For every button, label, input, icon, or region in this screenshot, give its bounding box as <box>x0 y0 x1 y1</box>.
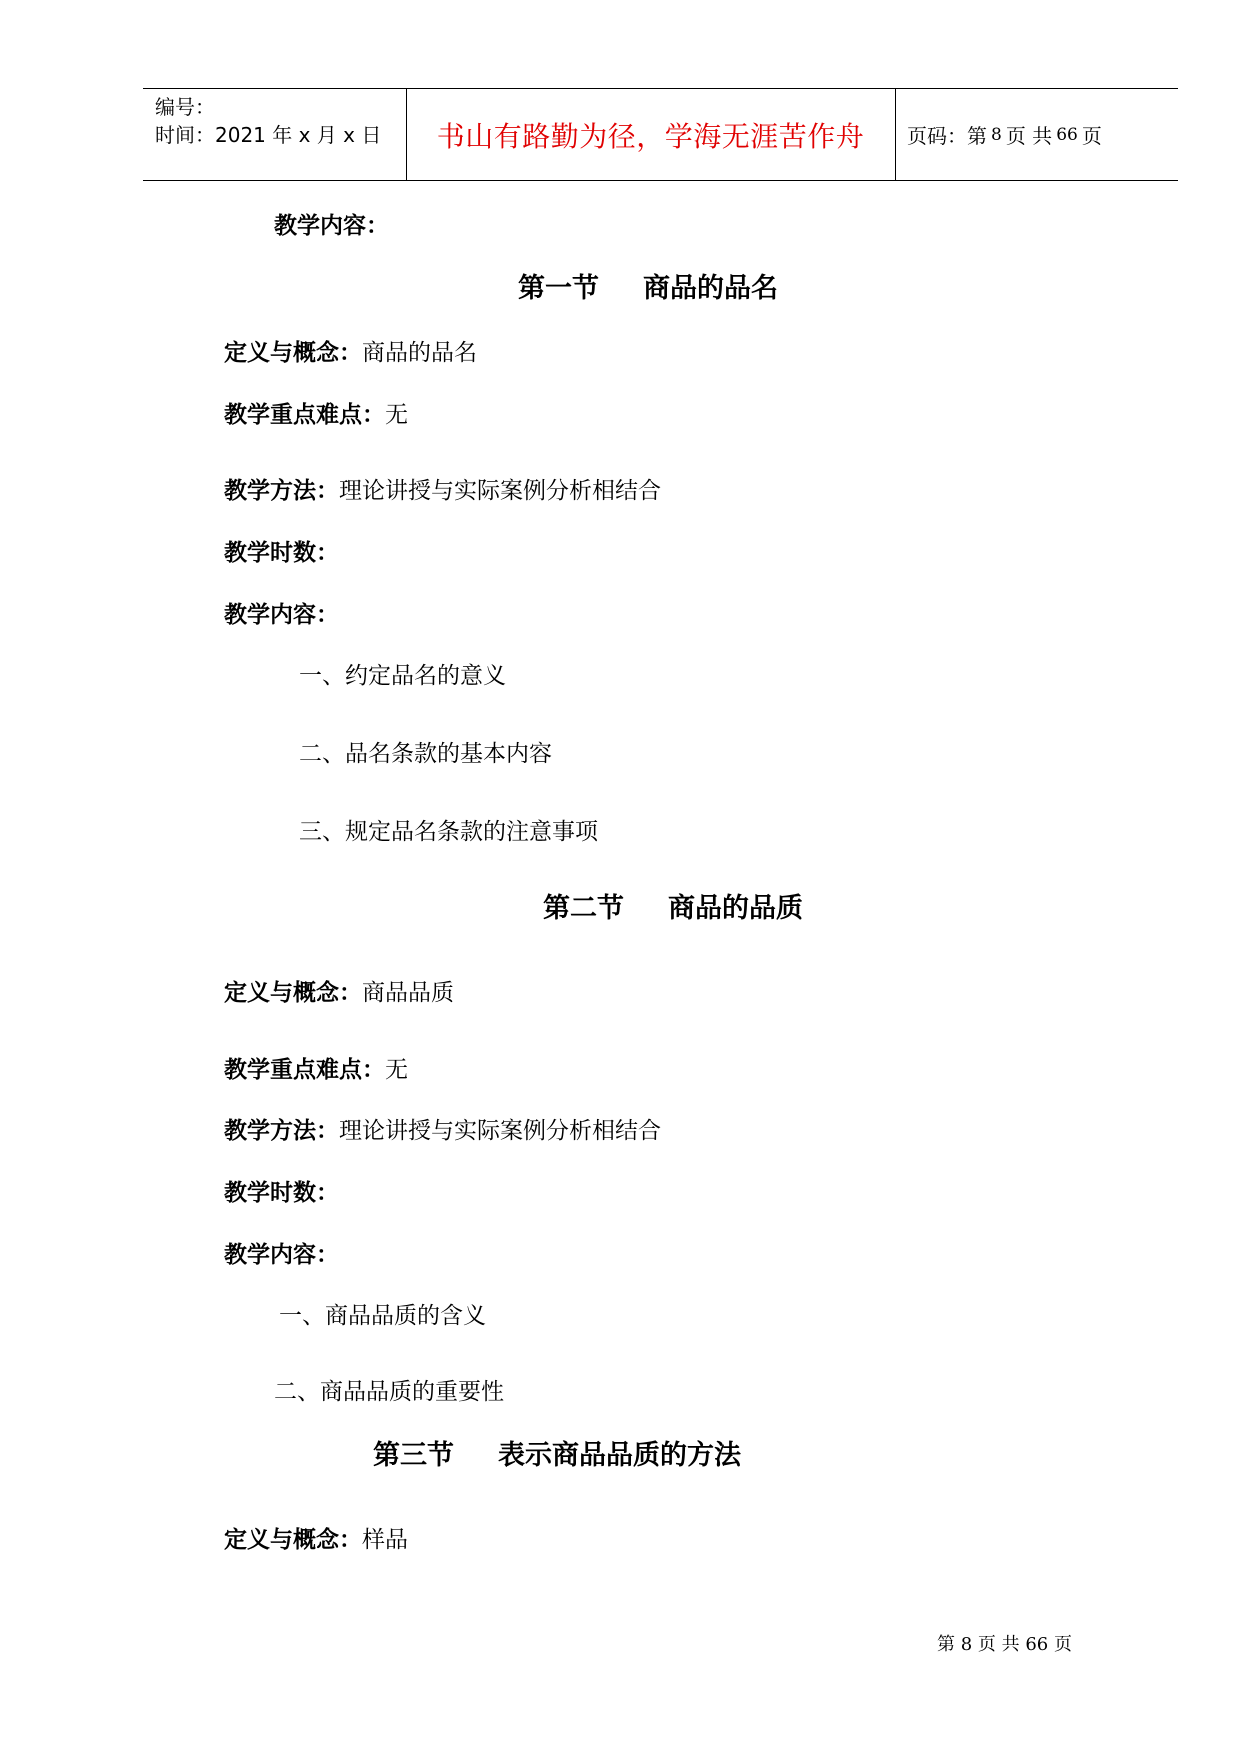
header-page-current: 8 <box>991 124 1002 145</box>
section-title: 表示商品品质的方法 <box>498 1440 741 1471</box>
method-row: 教学方法：理论讲授与实际案例分析相结合 <box>224 1118 661 1144</box>
list-item: 一、约定品名的意义 <box>299 663 506 689</box>
list-item: 三、规定品名条款的注意事项 <box>299 819 598 845</box>
page-footer: 第 8 页 共 66 页 <box>937 1634 1072 1655</box>
intro-content-label: 教学内容： <box>274 213 389 239</box>
section-heading <box>518 272 778 306</box>
header-divider <box>895 89 896 180</box>
header-page-suffix: 页 <box>1081 124 1102 148</box>
header-page-prefix: 页码：第 <box>907 124 987 148</box>
definition-row: 定义与概念：商品的品名 <box>224 340 477 366</box>
definition-row: 定义与概念：样品 <box>224 1527 408 1553</box>
section-number: 第二节 <box>543 893 624 924</box>
section-number: 第三节 <box>373 1440 454 1471</box>
list-item: 一、商品品质的含义 <box>279 1303 486 1329</box>
header-date-label: 时间：2021 年 x 月 x 日 <box>155 123 382 147</box>
hours-row: 教学时数： <box>224 1180 339 1206</box>
list-item: 二、商品品质的重要性 <box>274 1379 504 1405</box>
section-heading <box>543 892 803 926</box>
header-motto: 书山有路勤为径，学海无涯苦作舟 <box>436 119 865 153</box>
section-title: 商品的品名 <box>643 273 778 304</box>
section-heading <box>373 1439 741 1473</box>
header-page-total: 66 <box>1056 124 1078 145</box>
section-title: 商品的品质 <box>668 893 803 924</box>
hours-row: 教学时数： <box>224 540 339 566</box>
method-row: 教学方法：理论讲授与实际案例分析相结合 <box>224 478 661 504</box>
page-header <box>143 88 1178 181</box>
header-page-number <box>907 89 1102 180</box>
content-row: 教学内容： <box>224 1242 339 1268</box>
list-item: 二、品名条款的基本内容 <box>299 741 552 767</box>
header-meta <box>155 93 381 149</box>
definition-row: 定义与概念：商品品质 <box>224 980 454 1006</box>
section-number: 第一节 <box>518 273 599 304</box>
header-page-mid: 页 共 <box>1005 124 1053 148</box>
content-row: 教学内容： <box>224 602 339 628</box>
difficulty-row: 教学重点难点：无 <box>224 402 408 428</box>
header-code-label: 编号： <box>155 95 215 119</box>
difficulty-row: 教学重点难点：无 <box>224 1057 408 1083</box>
